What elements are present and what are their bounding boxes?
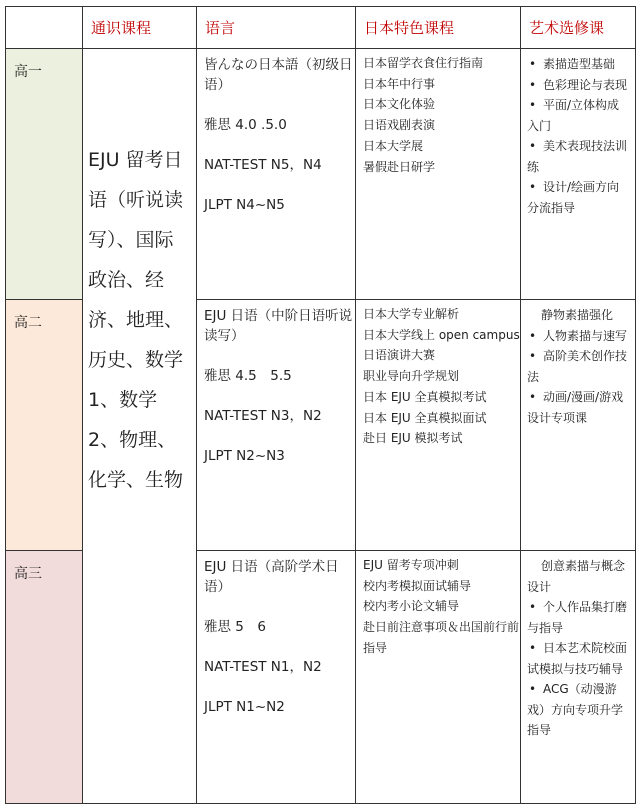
art-item-text: 创意素描与概念设计 xyxy=(527,559,626,594)
year-row-1 xyxy=(6,49,636,300)
art-item-text: 素描造型基础 xyxy=(543,57,616,71)
language-item: EJU 日语（中阶日语听说读写） xyxy=(204,308,353,344)
art-item-text: 个人作品集打磨与指导 xyxy=(527,600,628,635)
bullet-icon: • xyxy=(529,139,537,153)
art-item-text: 日本艺术院校面试模拟与技巧辅导 xyxy=(527,641,628,676)
art-item xyxy=(527,597,631,638)
japan-item: 日本大学线上 open campus xyxy=(363,327,520,342)
language-item: 雅思 4.5 5.5 xyxy=(204,368,292,384)
art-cell-3 xyxy=(521,551,636,804)
language-item: 雅思 4.0 .5.0 xyxy=(204,117,287,133)
japan-item: 职业导向升学规划 xyxy=(363,369,460,384)
bullet-icon: • xyxy=(529,57,537,71)
japan-item: 日本 EJU 全真模拟考试 xyxy=(363,389,487,404)
header-art-label: 艺术选修课 xyxy=(529,19,605,37)
art-item xyxy=(527,136,631,177)
japan-item: 日本留学衣食住行指南 xyxy=(363,56,484,70)
language-item: NAT-TEST N1，N2 xyxy=(204,659,322,675)
japan-cell-2 xyxy=(356,300,521,551)
general-course-cell xyxy=(83,49,197,804)
art-item-text: 设计/绘画方向分流指导 xyxy=(527,180,620,215)
header-cell-general xyxy=(83,7,197,49)
art-item xyxy=(527,679,631,741)
art-list-1 xyxy=(521,49,635,218)
bullet-icon: • xyxy=(529,77,537,92)
japan-item: 赴日 EJU 模拟考试 xyxy=(363,431,463,446)
art-item xyxy=(527,346,631,387)
language-item: EJU 日语（高阶学术日语） xyxy=(204,559,339,595)
year-cell-1 xyxy=(6,49,83,300)
header-cell-art xyxy=(521,7,636,49)
bullet-icon: • xyxy=(529,349,537,363)
japan-item: 日本 EJU 全真模拟面试 xyxy=(363,410,487,425)
bullet-icon: • xyxy=(529,98,537,112)
bullet-icon: • xyxy=(529,641,537,655)
art-item xyxy=(527,54,631,75)
bullet-icon: • xyxy=(529,180,537,194)
header-cell-language xyxy=(197,7,356,49)
bullet-icon: • xyxy=(529,600,537,614)
header-cell-year xyxy=(6,7,83,49)
general-course-text: EJU 留考日语（听说读写）、国际政治、经济、地理、历史、数学 1、数学 2、物理、化学、生物 xyxy=(88,149,184,491)
japan-item: 日本大学展 xyxy=(363,138,424,153)
curriculum-table xyxy=(5,6,636,804)
art-cell-2 xyxy=(521,300,636,551)
japan-item: 日语戏剧表演 xyxy=(363,118,436,133)
year-cell-3 xyxy=(6,551,83,804)
header-japan-label: 日本特色课程 xyxy=(364,19,455,37)
language-item: 皆んなの日本語（初级日语） xyxy=(204,57,353,93)
language-item: JLPT N1~N2 xyxy=(204,699,285,715)
art-item xyxy=(527,326,631,347)
art-item-text: 平面/立体构成入门 xyxy=(527,98,620,133)
art-item xyxy=(527,177,631,218)
japan-item: EJU 留考专项冲刺 xyxy=(363,558,459,572)
language-list-1 xyxy=(197,49,355,215)
japan-item: 日本年中行事 xyxy=(363,76,436,91)
art-item-text: 人物素描与速写 xyxy=(543,328,628,343)
art-item xyxy=(527,387,631,428)
art-item-text: 美术表现技法训练 xyxy=(527,139,628,174)
art-item xyxy=(527,638,631,679)
header-cell-japan xyxy=(356,7,521,49)
art-item xyxy=(527,305,631,326)
language-cell-3 xyxy=(197,551,356,804)
year-label-3: 高三 xyxy=(14,566,42,582)
japan-item: 赴日前注意事项＆出国前行前指导 xyxy=(363,620,520,655)
japan-item: 校内考模拟面试辅导 xyxy=(363,578,472,593)
language-item: NAT-TEST N3，N2 xyxy=(204,408,322,424)
art-list-3 xyxy=(521,551,635,741)
art-item-text: 动画/漫画/游戏设计专项课 xyxy=(527,390,624,425)
language-cell-1 xyxy=(197,49,356,300)
japan-item: 日本文化体验 xyxy=(363,97,436,112)
art-item xyxy=(527,556,631,597)
language-item: JLPT N4~N5 xyxy=(204,197,285,213)
bullet-icon: • xyxy=(529,682,537,696)
header-year-label xyxy=(6,7,82,17)
japan-list-1 xyxy=(356,49,520,177)
art-item-text: 色彩理论与表现 xyxy=(543,77,628,92)
language-list-3 xyxy=(197,551,355,717)
japan-item: 校内考小论文辅导 xyxy=(363,599,460,614)
year-cell-2 xyxy=(6,300,83,551)
art-list-2 xyxy=(521,300,635,428)
japan-list-3 xyxy=(356,551,520,659)
japan-item: 日语演讲大赛 xyxy=(363,348,436,363)
art-item-text: ACG（动漫游戏）方向专项升学指导 xyxy=(527,682,624,737)
japan-list-2 xyxy=(356,300,520,449)
bullet-icon: • xyxy=(529,390,537,404)
language-list-2 xyxy=(197,300,355,466)
art-item-text: 高阶美术创作技法 xyxy=(527,349,628,384)
art-item xyxy=(527,95,631,136)
header-language-label: 语言 xyxy=(205,19,236,37)
year-label-2: 高二 xyxy=(14,315,42,331)
language-item: JLPT N2~N3 xyxy=(204,448,285,464)
language-cell-2 xyxy=(197,300,356,551)
art-item-text: 静物素描强化 xyxy=(541,308,614,322)
language-item: NAT-TEST N5，N4 xyxy=(204,157,322,173)
art-cell-1 xyxy=(521,49,636,300)
japan-cell-1 xyxy=(356,49,521,300)
header-row xyxy=(6,7,636,49)
bullet-icon: • xyxy=(529,328,537,343)
art-item xyxy=(527,75,631,96)
header-general-label: 通识课程 xyxy=(91,19,152,37)
japan-cell-3 xyxy=(356,551,521,804)
japan-item: 暑假赴日研学 xyxy=(363,159,436,174)
japan-item: 日本大学专业解析 xyxy=(363,307,460,321)
language-item: 雅思 5 6 xyxy=(204,619,266,635)
year-label-1: 高一 xyxy=(14,64,42,80)
